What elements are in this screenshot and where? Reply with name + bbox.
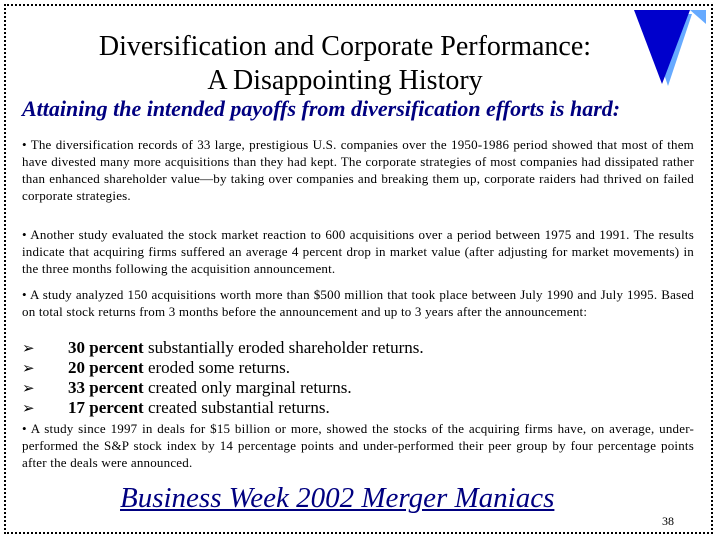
bullet-text: created substantial returns. <box>143 398 330 417</box>
arrow-bullet-icon: ➢ <box>22 379 35 397</box>
arrow-bullet-icon: ➢ <box>22 339 35 357</box>
paragraph-150-acquisitions-study: • A study analyzed 150 acquisitions worth more than $500 million that took place between July 1990 and July 1995. Based on total stock returns from 3 months before the announcement and up to 3 years after the announcement: <box>22 287 694 319</box>
bullet-percent: 33 percent <box>68 378 144 397</box>
paragraph-diversification-records: • The diversification records of 33 large, prestigious U.S. companies over the 1950-1986 period showed that most of them have divested many more acquisitions than they had kept. The corporate strategies of most companies had dissipated rather than enhanced shareholder value—by taking over companies and breaking them up, corporate raiders had thrived on failed corporate strategies. <box>22 137 694 203</box>
slide-subtitle: Attaining the intended payoffs from diversification efforts is hard: <box>22 96 621 121</box>
arrow-bullet-icon: ➢ <box>22 359 35 377</box>
bullet-item <box>22 378 702 398</box>
results-bullet-list <box>22 338 702 418</box>
slide-title <box>30 30 660 98</box>
title-line-2: A Disappointing History <box>207 65 483 96</box>
business-week-link[interactable]: Business Week 2002 Merger Maniacs <box>120 482 555 514</box>
bullet-text: eroded some returns. <box>143 358 291 377</box>
arrow-bullet-icon: ➢ <box>22 399 35 417</box>
bullet-percent: 20 percent <box>68 358 144 377</box>
paragraph-1997-study: • A study since 1997 in deals for $15 billion or more, showed the stocks of the acquiring firms have, on average, under-performed the S&P stock index by 14 percentage points and under-performed their peer group by four percentage points after the deals were announced. <box>22 421 694 470</box>
bullet-item <box>22 338 702 358</box>
bullet-text: created only marginal returns. <box>143 378 352 397</box>
title-line-1: Diversification and Corporate Performance: <box>98 31 592 62</box>
bullet-percent: 17 percent <box>68 398 144 417</box>
page-number: 38 <box>662 514 674 528</box>
bullet-item <box>22 358 702 378</box>
paragraph-stock-market-study: • Another study evaluated the stock market reaction to 600 acquisitions over a period between 1975 and 1991. The results indicate that acquiring firms suffered an average 4 percent drop in market value (after adjusting for market movements) in the three months following the acquisition announcement. <box>22 227 694 276</box>
bullet-item <box>22 398 702 418</box>
bullet-percent: 30 percent <box>68 338 144 357</box>
bullet-text: substantially eroded shareholder returns. <box>143 338 424 357</box>
